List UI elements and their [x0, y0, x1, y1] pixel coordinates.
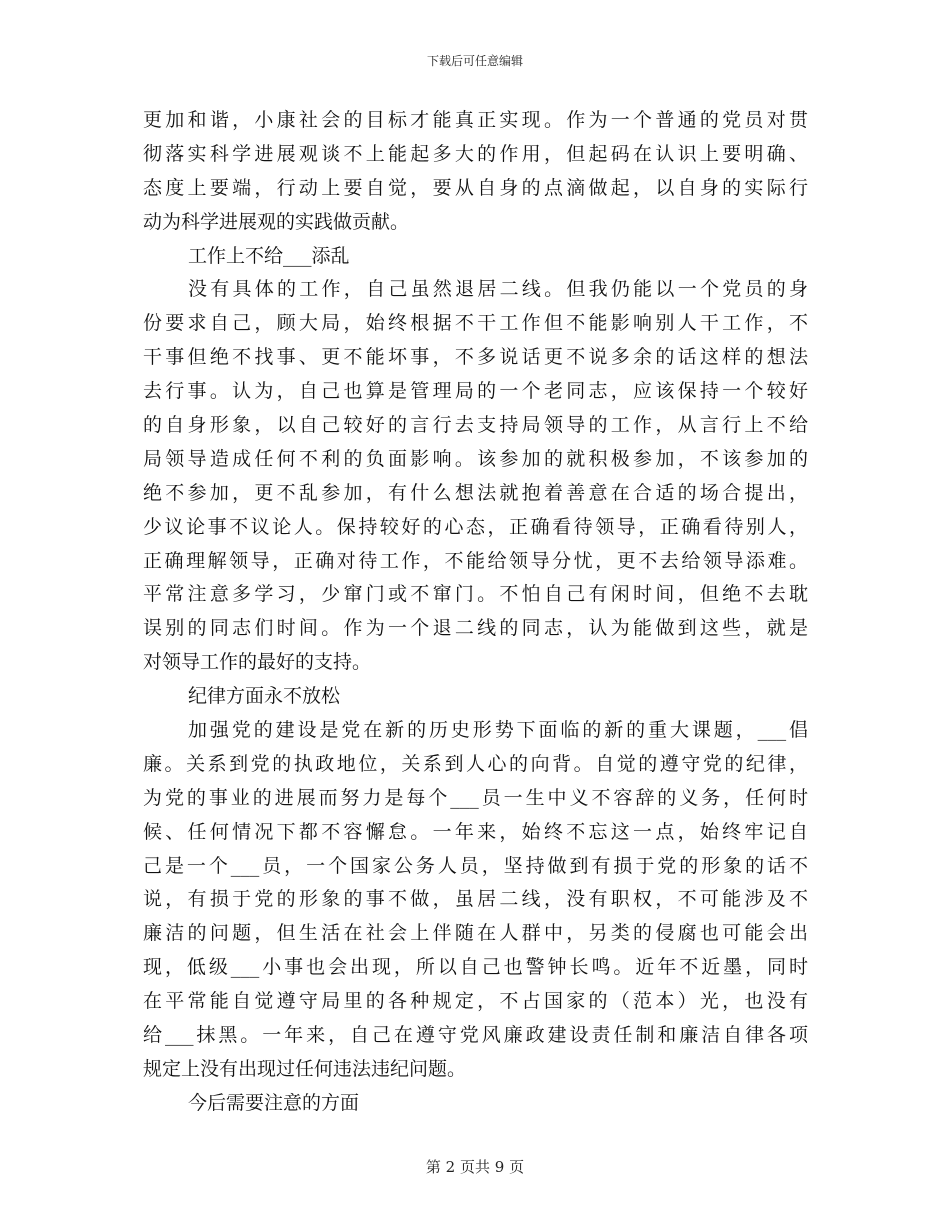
section-heading: 今后需要注意的方面 — [188, 1091, 360, 1114]
document-body — [143, 104, 808, 1121]
paragraph — [143, 714, 808, 1087]
paragraph-line: 正确理解领导，正确对待工作，不能给领导分忧，更不去给领导添难。 — [143, 549, 808, 572]
paragraph-line: 没有具体的工作，自己虽然退居二线。但我仍能以一个党员的身 — [188, 278, 808, 301]
page-footer: 第 2 页共 9 页 — [425, 1158, 525, 1176]
paragraph-line: 给___抹黑。一年来，自己在遵守党风廉政建设责任制和廉洁自律各项 — [143, 1024, 808, 1047]
paragraph-line: 加强党的建设是党在新的历史形势下面临的新的重大课题，___倡 — [188, 719, 808, 742]
paragraph-line: 误别的同志们时间。作为一个退二线的同志，认为能做到这些，就是 — [143, 617, 808, 640]
paragraph-line: 候、任何情况下都不容懈怠。一年来，始终不忘这一点，始终牢记自 — [143, 820, 808, 843]
paragraph-line: 去行事。认为，自己也算是管理局的一个老同志，应该保持一个较好 — [143, 380, 808, 403]
paragraph-line: 在平常能自觉遵守局里的各种规定，不占国家的（范本）光，也没有 — [143, 990, 808, 1013]
paragraph-line: 份要求自己，顾大局，始终根据不干工作但不能影响别人干工作，不 — [143, 312, 808, 335]
page-header: 下载后可任意编辑 — [426, 54, 523, 68]
paragraph-line: 动为科学进展观的实践做贡献。 — [143, 210, 410, 233]
paragraph-line: 为党的事业的进展而努力是每个___员一生中义不容辞的义务，任何时 — [143, 786, 808, 809]
paragraph-line: 廉洁的问题，但生活在社会上伴随在人群中，另类的侵腐也可能会出 — [143, 922, 808, 945]
paragraph-line: 更加和谐，小康社会的目标才能真正实现。作为一个普通的党员对贯 — [143, 109, 808, 131]
paragraph-line: 彻落实科学进展观谈不上能起多大的作用，但起码在认识上要明确、 — [143, 142, 808, 165]
paragraph-line: 对领导工作的最好的支持。 — [143, 651, 372, 674]
paragraph-line: 廉。关系到党的执政地位，关系到人心的向背。自觉的遵守党的纪律， — [143, 752, 808, 775]
paragraph — [143, 273, 808, 680]
section-heading: 工作上不给___添乱 — [188, 244, 350, 267]
section-heading: 纪律方面永不放松 — [188, 685, 341, 708]
paragraph-line: 平常注意多学习，少窜门或不窜门。不怕自己有闲时间，但绝不去耽 — [143, 583, 808, 606]
paragraph-line: 规定上没有出现过任何违法违纪问题。 — [143, 1057, 467, 1080]
paragraph-line: 现，低级___小事也会出现，所以自己也警钟长鸣。近年不近墨，同时 — [143, 956, 808, 979]
paragraph — [143, 104, 808, 240]
paragraph-line: 态度上要端，行动上要自觉，要从自身的点滴做起，以自身的实际行 — [143, 176, 808, 199]
paragraph-line: 说，有损于党的形象的事不做，虽居二线，没有职权，不可能涉及不 — [143, 888, 808, 911]
paragraph-line: 干事但绝不找事、更不能坏事，不多说话更不说多余的话这样的想法 — [143, 346, 808, 369]
paragraph-line: 少议论事不议论人。保持较好的心态，正确看待领导，正确看待别人， — [143, 515, 808, 538]
paragraph-line: 己是一个___员，一个国家公务人员，坚持做到有损于党的形象的话不 — [143, 854, 808, 877]
paragraph-line: 的自身形象，以自己较好的言行去支持局领导的工作，从言行上不给 — [143, 414, 808, 437]
paragraph-line: 绝不参加，更不乱参加，有什么想法就抱着善意在合适的场合提出， — [143, 481, 808, 504]
paragraph-line: 局领导造成任何不利的负面影响。该参加的就积极参加，不该参加的 — [143, 447, 808, 470]
